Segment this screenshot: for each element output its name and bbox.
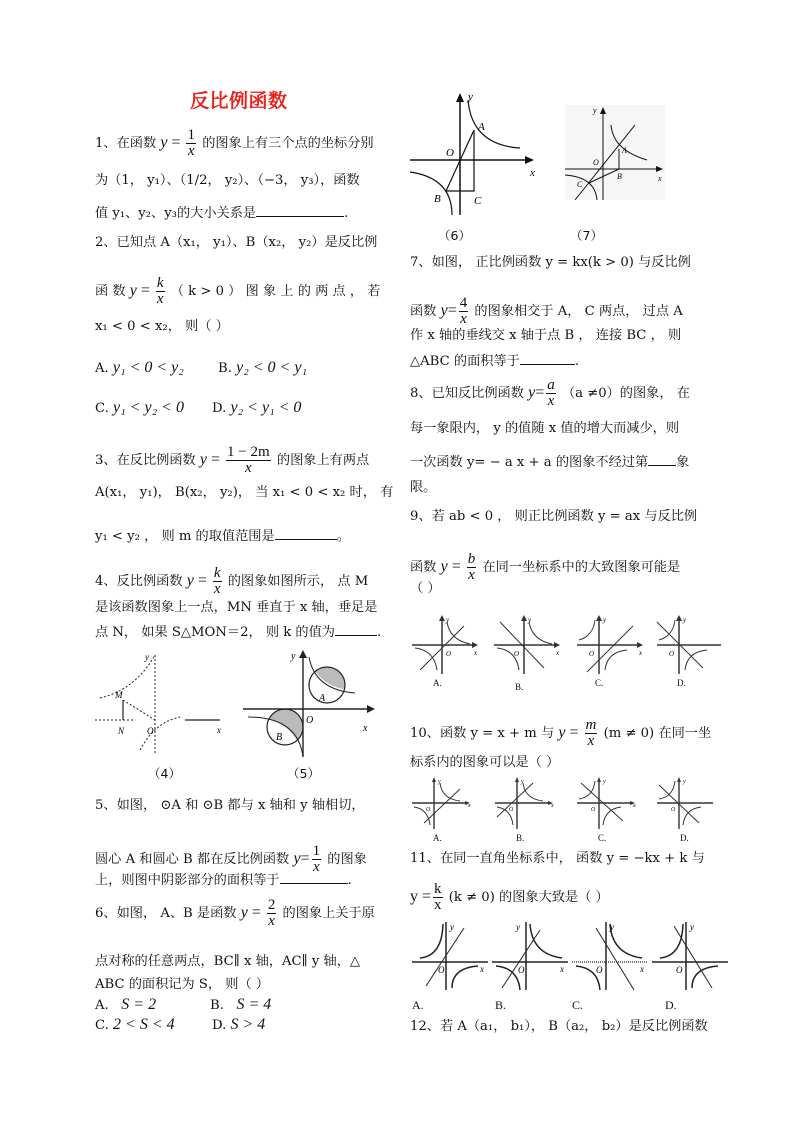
option-b[interactable]: B. S = 4 (210, 996, 272, 1013)
q10-option-c-graph[interactable] (575, 775, 637, 830)
svg-text:y: y (683, 779, 686, 785)
svg-text:O: O (147, 726, 154, 736)
q10-option-d-graph[interactable] (655, 775, 717, 830)
q7-fraction: $\frac{4}{x}$ (459, 295, 468, 327)
svg-text:O: O (426, 807, 431, 813)
q11-option-d-graph[interactable] (652, 920, 730, 990)
figure-7-graph (565, 105, 665, 200)
q1-text: 1、在函数 (95, 136, 157, 151)
svg-text:y: y (468, 91, 473, 103)
svg-text:y: y (516, 922, 520, 932)
svg-text:O: O (446, 650, 452, 658)
svg-text:x: x (468, 803, 471, 809)
answer-blank[interactable] (275, 525, 337, 540)
svg-text:x: x (560, 964, 564, 974)
option-b[interactable]: B. y₂ < 0 < y₁ (218, 359, 308, 376)
svg-text:x: x (551, 803, 554, 809)
q9-option-d-graph[interactable] (655, 612, 725, 677)
svg-text:x: x (363, 723, 368, 734)
svg-text:x: x (474, 649, 478, 657)
q9-option-c-graph[interactable] (575, 612, 645, 677)
svg-text:O: O (669, 650, 675, 658)
answer-blank[interactable] (256, 202, 344, 217)
svg-text:O: O (306, 715, 314, 726)
question-12: 12、若 A（a₁， b₁）， B（a₂， b₂）是反比例函数 (410, 1019, 708, 1034)
figure-5-graph (243, 645, 383, 760)
svg-text:O: O (589, 650, 595, 658)
option-a[interactable]: A. y₁ < 0 < y₂ (95, 359, 184, 376)
svg-text:O: O (509, 807, 514, 813)
option-d[interactable]: D. S > 4 (212, 1016, 266, 1033)
q6-fraction: $\frac{2}{x}$ (267, 897, 276, 929)
option-d[interactable]: D. y₂ < y₁ < 0 (212, 399, 302, 416)
svg-text:y: y (145, 652, 149, 662)
svg-text:y: y (521, 779, 524, 785)
answer-blank[interactable] (648, 451, 676, 466)
svg-text:x: x (217, 725, 221, 735)
figure-6-graph (410, 90, 535, 215)
svg-text:B: B (276, 732, 283, 743)
svg-text:A: A (622, 146, 627, 155)
svg-text:y: y (690, 922, 694, 932)
svg-text:O: O (593, 158, 599, 167)
option-c[interactable]: C. y₁ < y₂ < 0 (95, 399, 184, 416)
svg-text:B: B (617, 172, 622, 181)
svg-text:y: y (593, 106, 597, 115)
svg-text:x: x (658, 174, 662, 183)
svg-text:y: y (603, 779, 606, 785)
q2-fraction: $\frac{k}{x}$ (156, 275, 164, 307)
svg-text:O: O (514, 650, 520, 658)
q10-option-b-graph[interactable] (493, 775, 555, 830)
answer-blank[interactable] (335, 621, 377, 636)
svg-text:O: O (438, 965, 445, 975)
option-c[interactable]: C. 2 < S < 4 (95, 1016, 175, 1033)
svg-text:M: M (115, 690, 123, 700)
q10-fraction: $\frac{m}{x}$ (585, 717, 597, 749)
figure-4-graph (95, 650, 235, 760)
svg-text:C: C (474, 195, 482, 207)
q9-fraction: $\frac{b}{x}$ (467, 551, 476, 583)
svg-text:B: B (434, 193, 441, 205)
q11-option-a-graph[interactable] (412, 920, 490, 990)
svg-text:y: y (683, 616, 687, 624)
figure-4-caption: （4） (148, 766, 181, 781)
answer-blank[interactable] (280, 869, 348, 884)
svg-text:x: x (640, 964, 644, 974)
page-title: 反比例函数 (190, 90, 288, 112)
svg-text:A: A (319, 693, 326, 704)
q1-fraction: $\frac{1}{x}$ (187, 127, 195, 159)
figure-6-caption: （6） (438, 228, 471, 243)
svg-text:C: C (577, 180, 583, 189)
svg-text:x: x (530, 167, 535, 179)
q11-option-c-graph[interactable] (572, 920, 650, 990)
svg-text:O: O (596, 965, 603, 975)
svg-text:O: O (591, 807, 596, 813)
q5-fraction: $\frac{1}{x}$ (312, 843, 321, 875)
option-a[interactable]: A. S = 2 (95, 996, 157, 1013)
q11-option-b-graph[interactable] (492, 920, 570, 990)
svg-text:x: x (639, 649, 643, 657)
q1-points: 为（1， y₁）、（1/2， y₂）、（−3， y₃），函数 (95, 173, 360, 188)
svg-text:y: y (450, 922, 454, 932)
svg-text:O: O (676, 965, 683, 975)
svg-text:y: y (528, 616, 532, 624)
svg-text:y: y (610, 922, 614, 932)
svg-text:A: A (478, 121, 485, 133)
figure-7-caption: （7） (570, 228, 603, 243)
svg-text:y: y (446, 616, 450, 624)
svg-text:O: O (518, 965, 525, 975)
q8-fraction: $\frac{a}{x}$ (547, 377, 555, 409)
svg-text:x: x (480, 964, 484, 974)
svg-text:y: y (291, 651, 296, 662)
answer-blank[interactable] (520, 350, 575, 365)
svg-text:N: N (118, 726, 125, 736)
svg-text:O: O (671, 807, 676, 813)
svg-text:x: x (556, 649, 560, 657)
q4-fraction: $\frac{k}{x}$ (213, 565, 221, 597)
q9-option-b-graph[interactable] (492, 612, 562, 677)
q3-fraction: $\frac{1 - 2m}{x}$ (227, 444, 270, 476)
q10-option-a-graph[interactable] (410, 775, 472, 830)
svg-text:O: O (446, 147, 454, 159)
figure-5-caption: （5） (287, 766, 320, 781)
svg-text:y: y (603, 616, 607, 624)
q11-fraction: $\frac{k}{x}$ (434, 881, 442, 913)
svg-text:x: x (633, 803, 636, 809)
q9-option-a-graph[interactable] (410, 612, 480, 677)
svg-text:y: y (438, 779, 441, 785)
